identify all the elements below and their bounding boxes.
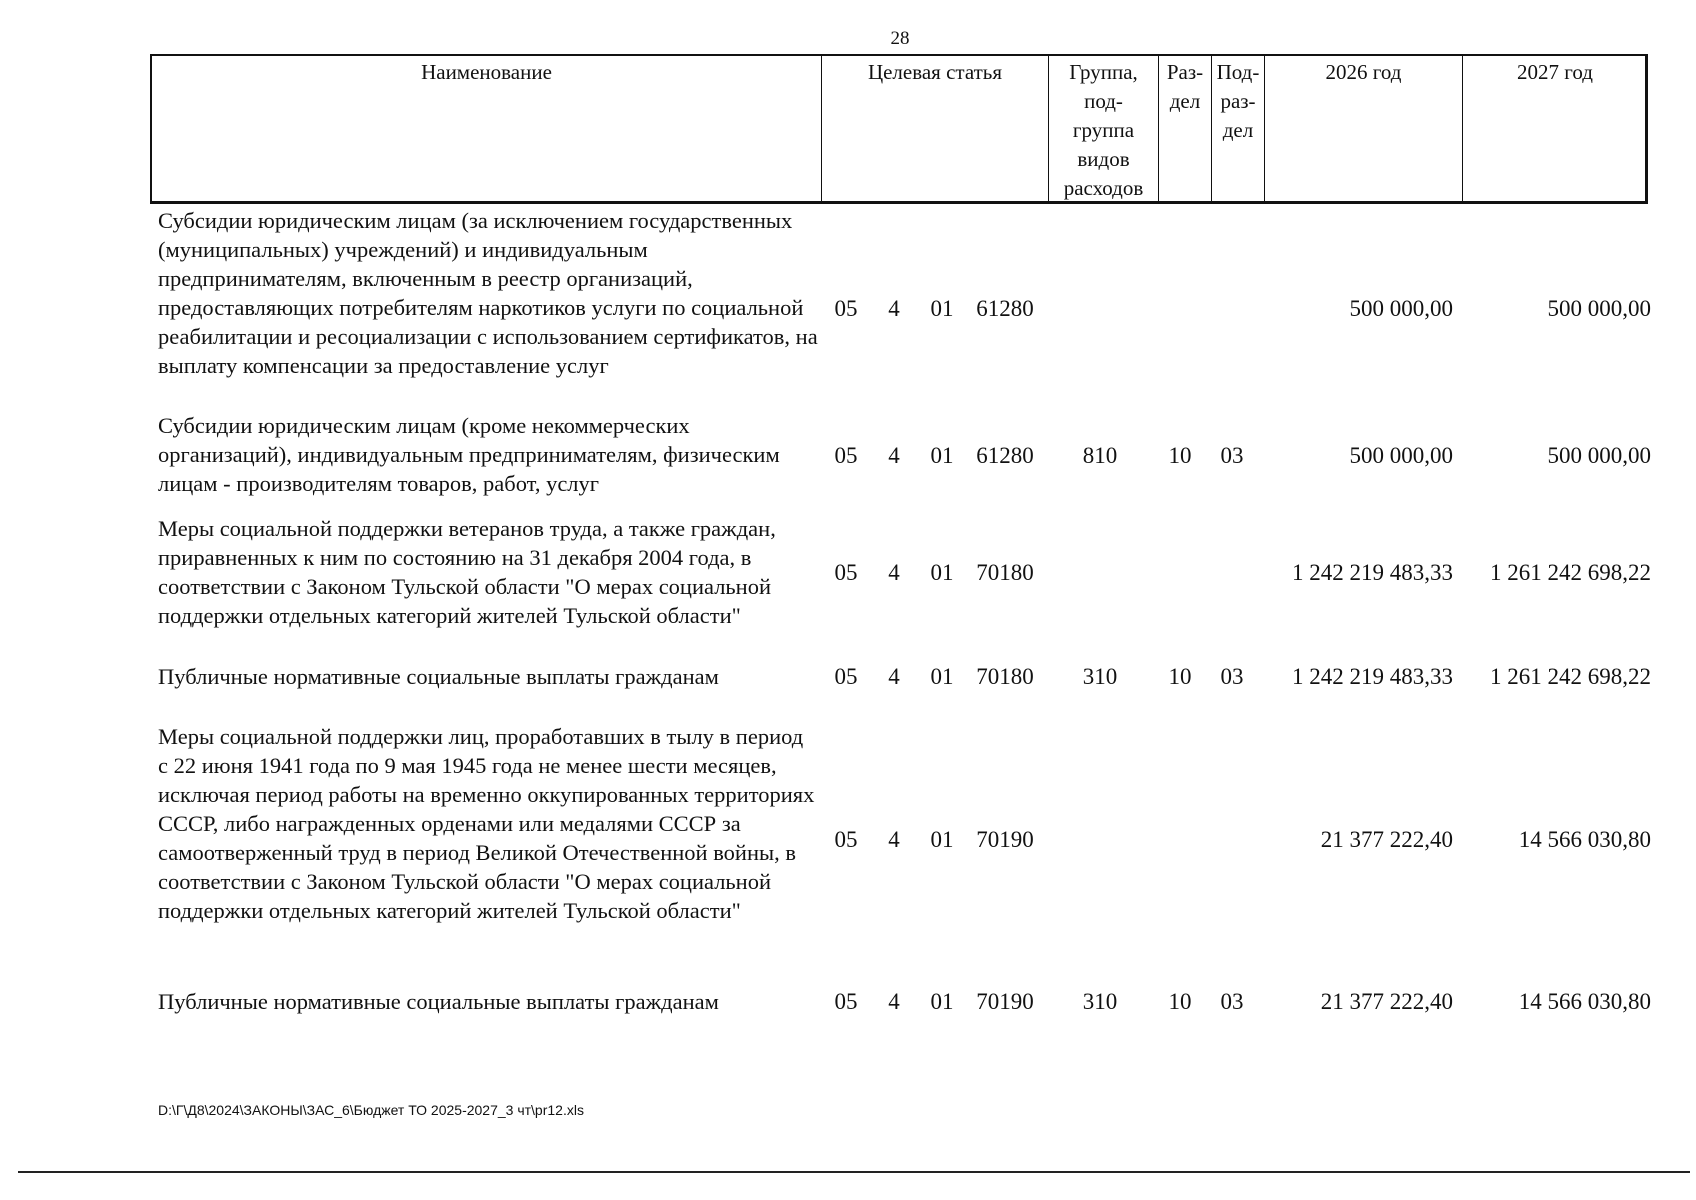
row-value-2026: 1 242 219 483,33 xyxy=(1292,664,1453,689)
row-value-2027: 500 000,00 xyxy=(1547,296,1651,321)
row-target-3: 01 xyxy=(930,989,954,1014)
row-subsection: 03 xyxy=(1220,443,1244,468)
row-target-4: 70180 xyxy=(976,664,1034,689)
row-target-3: 01 xyxy=(930,664,954,689)
row-target-1: 05 xyxy=(834,664,858,689)
row-name: Меры социальной поддержки ветеранов труда, а также граждан, приравненных к ним по состоянию на 31 декабря 2004 года, в соответствии с Законом Тульской области "О мерах социальной поддержки отдельных категорий жителей Тульской области" xyxy=(158,516,776,628)
row-value-2027: 500 000,00 xyxy=(1547,443,1651,468)
header-year-2027: 2027 год xyxy=(1517,60,1593,84)
header-subsection: Под- раз- дел xyxy=(1212,56,1265,201)
row-value-2026: 500 000,00 xyxy=(1349,296,1453,321)
row-group: 310 xyxy=(1082,989,1118,1014)
row-group: 310 xyxy=(1082,664,1118,689)
row-target-3: 01 xyxy=(930,296,954,321)
row-name: Субсидии юридическим лицам (кроме некоммерческих организаций), индивидуальным предпринимателям, физическим лицам - производителям товаров, работ, услуг xyxy=(158,413,780,496)
row-value-2026: 21 377 222,40 xyxy=(1320,827,1453,852)
row-value-2026: 1 242 219 483,33 xyxy=(1292,560,1453,585)
header-name: Наименование xyxy=(152,56,822,201)
row-subsection: 03 xyxy=(1220,989,1244,1014)
row-target-4: 70190 xyxy=(976,827,1034,852)
row-target-2: 4 xyxy=(888,560,900,585)
row-target-3: 01 xyxy=(930,560,954,585)
row-section: 10 xyxy=(1168,664,1192,689)
row-value-2027: 1 261 242 698,22 xyxy=(1490,664,1651,689)
row-subsection: 03 xyxy=(1220,664,1244,689)
row-target-2: 4 xyxy=(888,989,900,1014)
row-value-2026: 500 000,00 xyxy=(1349,443,1453,468)
row-target-1: 05 xyxy=(834,443,858,468)
row-target-4: 61280 xyxy=(976,296,1034,321)
page-number: 28 xyxy=(890,28,910,49)
row-target-4: 61280 xyxy=(976,443,1034,468)
row-name: Публичные нормативные социальные выплаты гражданам xyxy=(158,989,719,1014)
row-section: 10 xyxy=(1168,989,1192,1014)
row-target-2: 4 xyxy=(888,664,900,689)
row-group: 810 xyxy=(1082,443,1118,468)
row-value-2027: 14 566 030,80 xyxy=(1518,827,1651,852)
row-value-2027: 1 261 242 698,22 xyxy=(1490,560,1651,585)
row-target-3: 01 xyxy=(930,443,954,468)
row-name: Субсидии юридическим лицам (за исключением государственных (муниципальных) учреждений) и индивидуальным предпринимателям, включенным в реестр организаций, предоставляющих потребителям наркотиков услуги по социальной реабилитации и ресоциализации с использованием сертификатов, на выплату компенсации за предоставление услуг xyxy=(158,208,818,378)
row-value-2027: 14 566 030,80 xyxy=(1518,989,1651,1014)
row-target-2: 4 xyxy=(888,827,900,852)
row-target-1: 05 xyxy=(834,296,858,321)
footer-file-path: D:\Г\Д8\2024\ЗАКОНЫ\ЗАС_6\Бюджет ТО 2025-2027_3 чт\pr12.xls xyxy=(158,1102,584,1118)
header-expense-group: Группа, под- группа видов расходов xyxy=(1049,56,1159,201)
header-section: Раз- дел xyxy=(1159,56,1212,201)
row-target-3: 01 xyxy=(930,827,954,852)
row-target-1: 05 xyxy=(834,827,858,852)
row-target-4: 70190 xyxy=(976,989,1034,1014)
row-target-1: 05 xyxy=(834,560,858,585)
row-section: 10 xyxy=(1168,443,1192,468)
header-year-2026: 2026 год xyxy=(1265,56,1463,201)
row-target-1: 05 xyxy=(834,989,858,1014)
row-name: Меры социальной поддержки лиц, проработавших в тылу в период с 22 июня 1941 года по 9 мая 1945 года не менее шести месяцев, исключая период работы на временно оккупированных территориях СССР, либо награжденных орденами или медалями СССР за самоотверженный труд в период Великой Отечественной войны, в соответствии с Законом Тульской области "О мерах социальной поддержки отдельных категорий жителей Тульской области" xyxy=(158,724,815,923)
row-target-2: 4 xyxy=(888,443,900,468)
row-name: Публичные нормативные социальные выплаты гражданам xyxy=(158,664,719,689)
row-value-2026: 21 377 222,40 xyxy=(1320,989,1453,1014)
header-target-article: Целевая статья xyxy=(822,56,1049,201)
table-header xyxy=(150,54,1648,204)
row-target-2: 4 xyxy=(888,296,900,321)
row-target-4: 70180 xyxy=(976,560,1034,585)
bottom-divider xyxy=(18,1171,1690,1173)
